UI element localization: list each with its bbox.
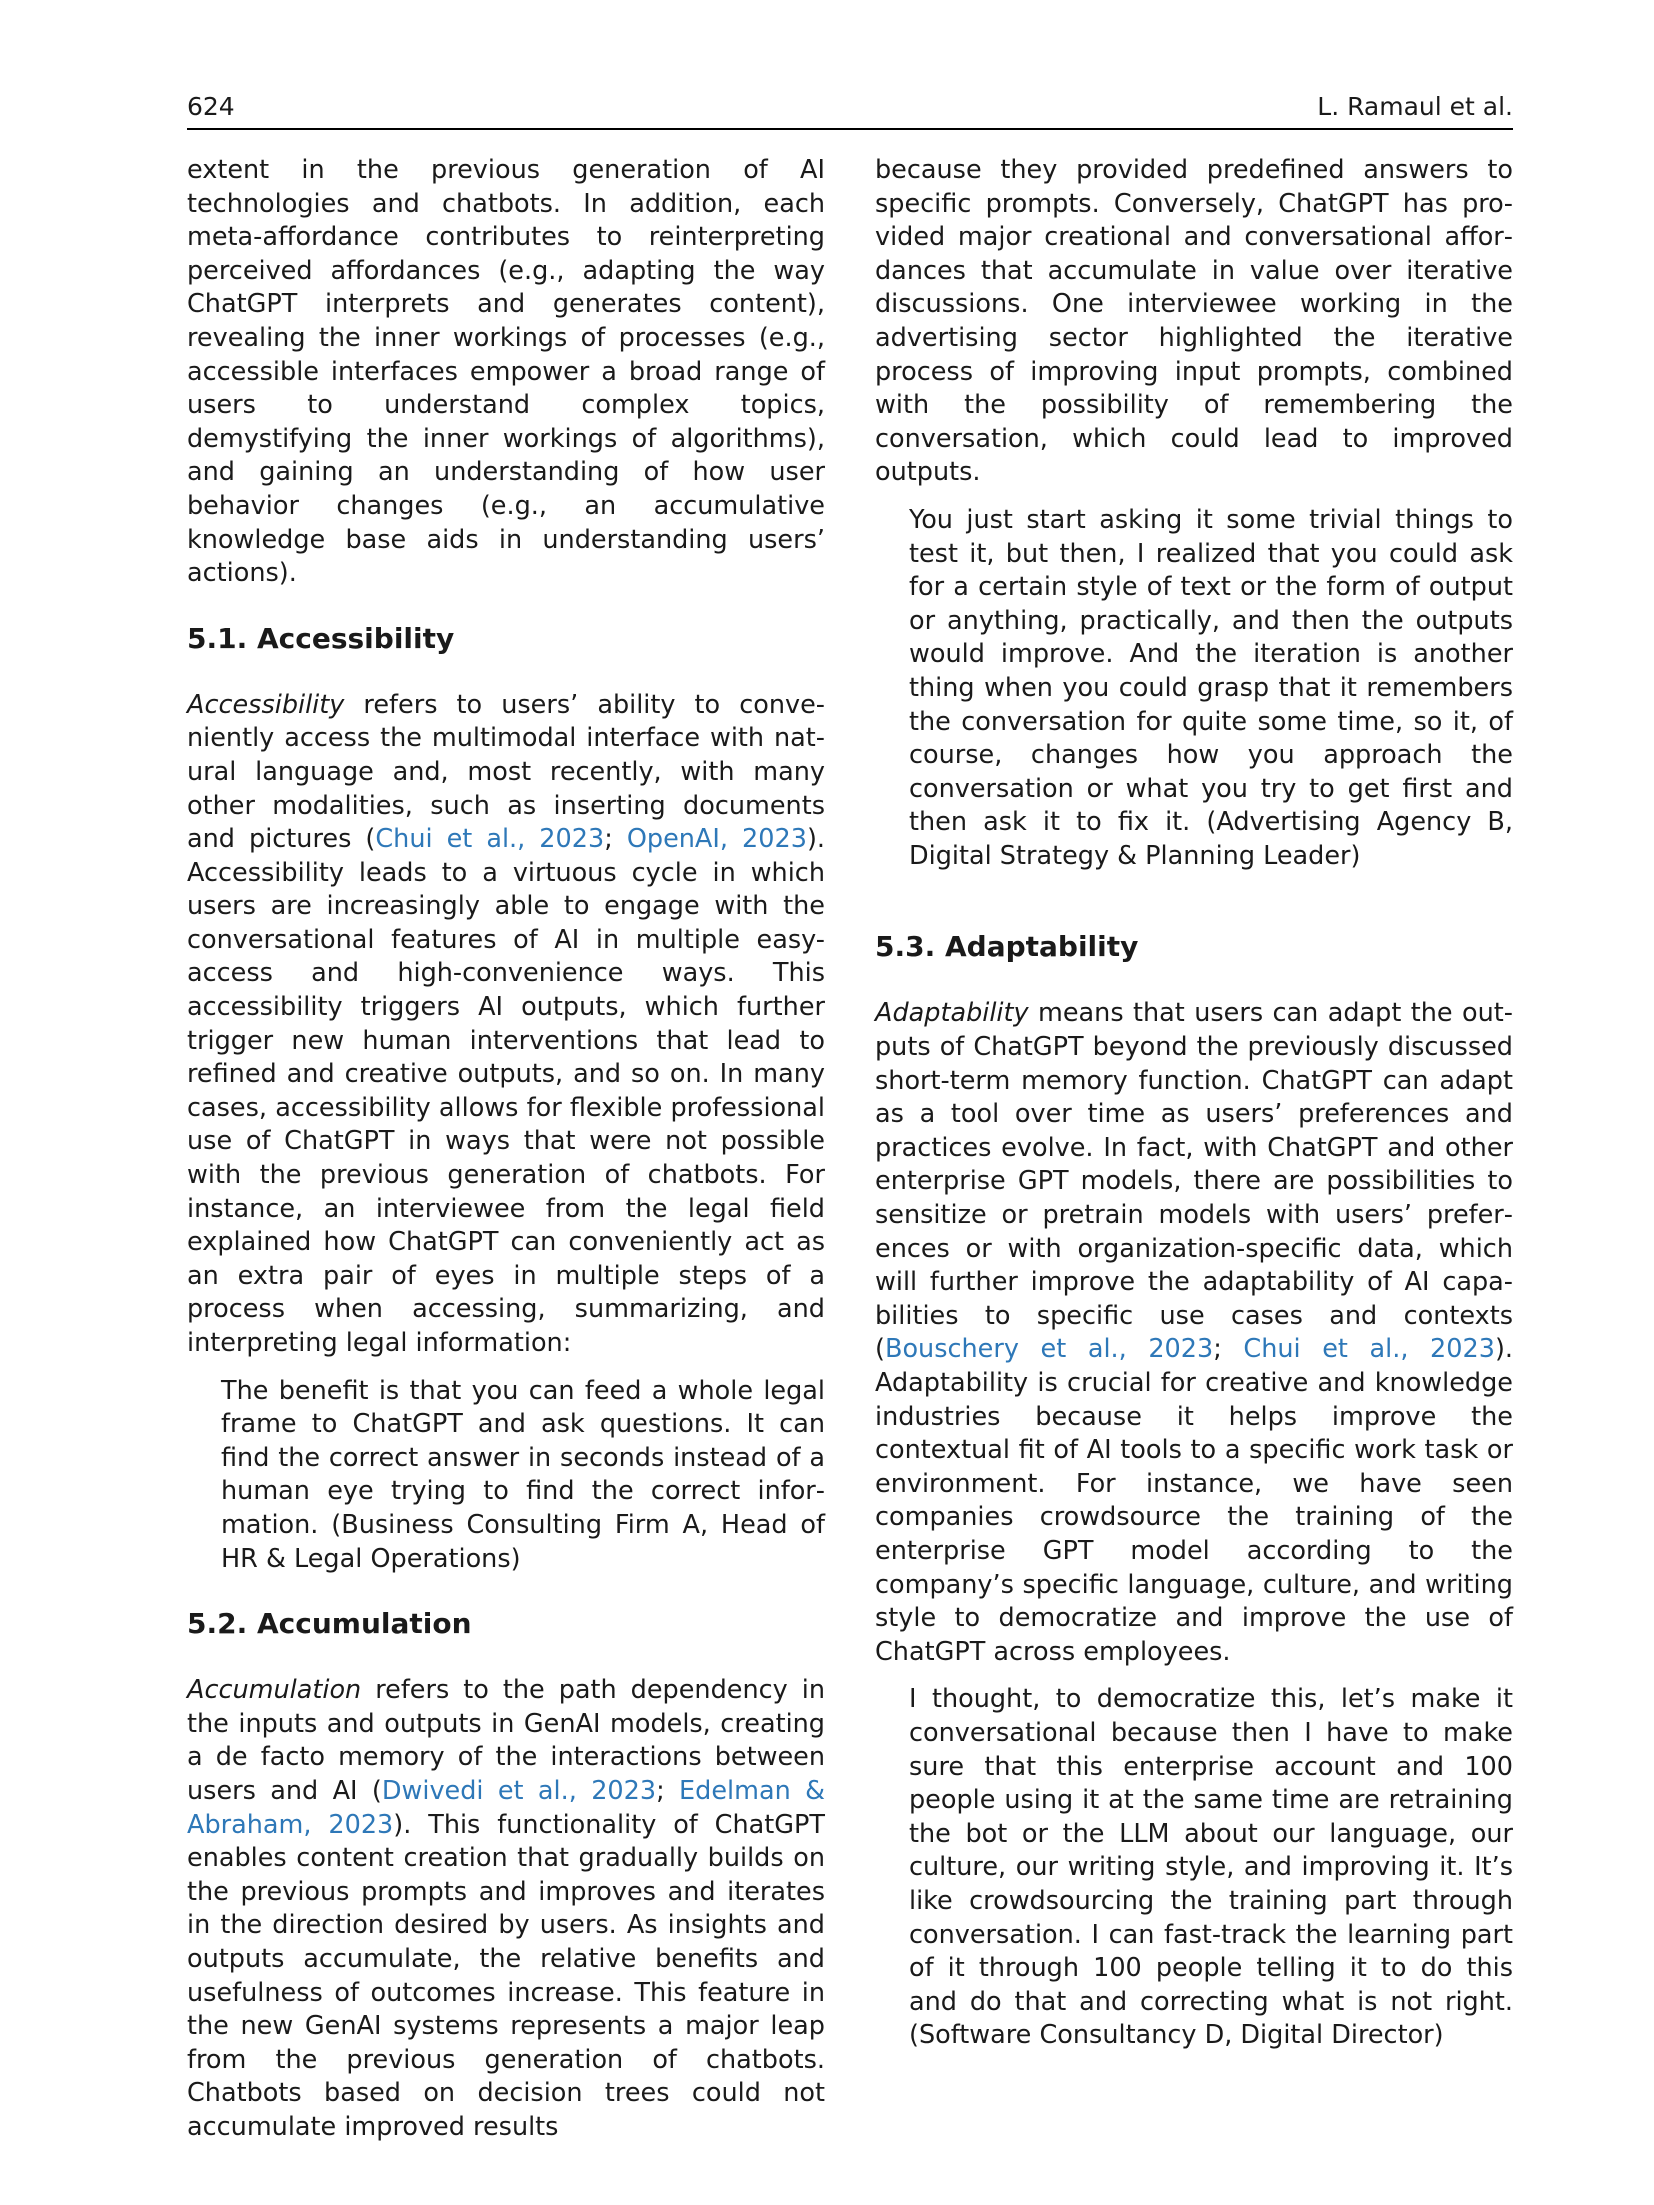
right-column <box>875 154 1513 2067</box>
left-column <box>187 154 825 2158</box>
text-run: ). Adaptability is crucial for creative and knowledge industries because it helps improve the contextual fit of AI tools to a specific work task or environment. For instance, we have seen companies crowdsource the training of the enterprise GPT model according to the company’s specific language, culture, and writing style to democratize and improve the use of ChatGPT across employees. <box>875 1334 1513 1667</box>
citation-link[interactable]: Edelman & Abraham, 2023 <box>187 1775 825 1840</box>
adaptability-paragraph <box>875 997 1513 1669</box>
text-run: means that users can adapt the outputs of ChatGPT beyond the previously discussed short-term memory function. ChatGPT can adapt as a tool over time as users’ preferences and practices evolve. In fact, with ChatGPT and other enterprise GPT models, there are possibilities to sensitize or pretrain models with users’ preferences or with organization-specific data, which will further improve the adaptability of AI capabilities to specific use cases and contexts ( <box>875 998 1513 1365</box>
citation-link[interactable]: OpenAI, 2023 <box>626 824 807 855</box>
block-quote: The benefit is that you can feed a whole legal frame to ChatGPT and ask questions. It can find the correct answer in seconds instead of a human eye trying to find the correct information. (Business Consulting Firm A, Head of HR & Legal Operations) <box>221 1375 825 1574</box>
citation-link[interactable]: Chui et al., 2023 <box>375 824 605 855</box>
text-run: refers to the path dependency in the inputs and outputs in GenAI models, creating a de facto memory of the interactions between users and AI ( <box>187 1675 825 1806</box>
citation-link[interactable]: Bouschery et al., 2023 <box>884 1334 1214 1365</box>
running-authors: L. Ramaul et al. <box>1317 92 1513 121</box>
term-accessibility: Accessibility <box>187 689 345 720</box>
block-quote: I thought, to democratize this, let’s make it conversational because then I have to make sure that this enterprise account and 100 people using it at the same time are retraining the bot or the LLM about our language, our culture, our writing style, and improving it. It’s like crowdsourcing the training part through conversation. I can fast-track the learning part of it through 100 people telling it to do this and do that and correcting what is not right. (Software Consultancy D, Digital Director) <box>909 1684 1513 2051</box>
citation-link[interactable]: Chui et al., 2023 <box>1243 1334 1495 1365</box>
running-header <box>187 88 1513 130</box>
citation-link[interactable]: Dwivedi et al., 2023 <box>381 1775 657 1806</box>
block-quote: You just start asking it some trivial things to test it, but then, I realized that you could ask for a certain style of text or the form of output or anything, practically, and then the outputs would improve. And the iteration is another thing when you could grasp that it remembers the conversation for quite some time, so it, of course, changes how you approach the conversation or what you try to get first and then ask it to fix it. (Advertising Agency B, Digital Strategy & Planning Leader) <box>909 504 1513 871</box>
text-run: ; <box>604 824 627 855</box>
term-adaptability: Adaptability <box>875 998 1029 1029</box>
text-run: ; <box>656 1775 680 1806</box>
text-run: ; <box>1213 1334 1244 1365</box>
section-heading-accessibility: 5.1. Accessibility <box>187 621 455 655</box>
section-heading-accumulation: 5.2. Accumulation <box>187 1607 472 1641</box>
continued-paragraph: because they provided predefined answers to specific prompts. Conversely, ChatGPT has provided major creational and conversational affordances that accumulate in value over iterative discussions. One interviewee working in the advertising sector highlighted the iterative process of improving input prompts, combined with the possibility of remembering the conversation, which could lead to improved outputs. <box>875 155 1513 488</box>
accessibility-paragraph <box>187 689 825 1361</box>
page-number: 624 <box>187 92 235 121</box>
intro-paragraph: extent in the previous generation of AI technologies and chatbots. In addition, each meta-affordance contributes to reinterpreting perceived affordances (e.g., adapting the way ChatGPT interprets and generates content), revealing the inner workings of processes (e.g., accessible interfaces empower a broad range of users to understand complex topics, demystifying the inner workings of algorithms), and gaining an understanding of how user behavior changes (e.g., an accumulative knowledge base aids in understanding users’ actions). <box>187 155 825 589</box>
accumulation-paragraph <box>187 1674 825 2144</box>
term-accumulation: Accumulation <box>187 1675 362 1706</box>
text-run: refers to users’ ability to conveniently access the multimodal interface with natural language and, most recently, with many other modalities, such as inserting documents and pictures ( <box>187 689 825 855</box>
text-run: ). This functionality of ChatGPT enables content creation that gradually builds on the previous prompts and improves and iterates in the direction desired by users. As insights and outputs accumulate, the relative benefits and usefulness of outcomes increase. This feature in the new GenAI systems represents a major leap from the previous generation of chatbots. Chatbots based on decision trees could not accumulate improved results <box>187 1809 825 2142</box>
section-heading-adaptability: 5.3. Adaptability <box>875 930 1139 964</box>
text-run: ). Accessibility leads to a virtuous cycle in which users are increasingly able to engage with the conversational features of AI in multiple easy-access and high-convenience ways. This accessibility triggers AI outputs, which further trigger new human interventions that lead to refined and creative outputs, and so on. In many cases, accessibility allows for flexible professional use of ChatGPT in ways that were not possible with the previous generation of chatbots. For instance, an interviewee from the legal field explained how ChatGPT can conveniently act as an extra pair of eyes in multiple steps of a process when accessing, summarizing, and interpreting legal information: <box>187 824 826 1358</box>
